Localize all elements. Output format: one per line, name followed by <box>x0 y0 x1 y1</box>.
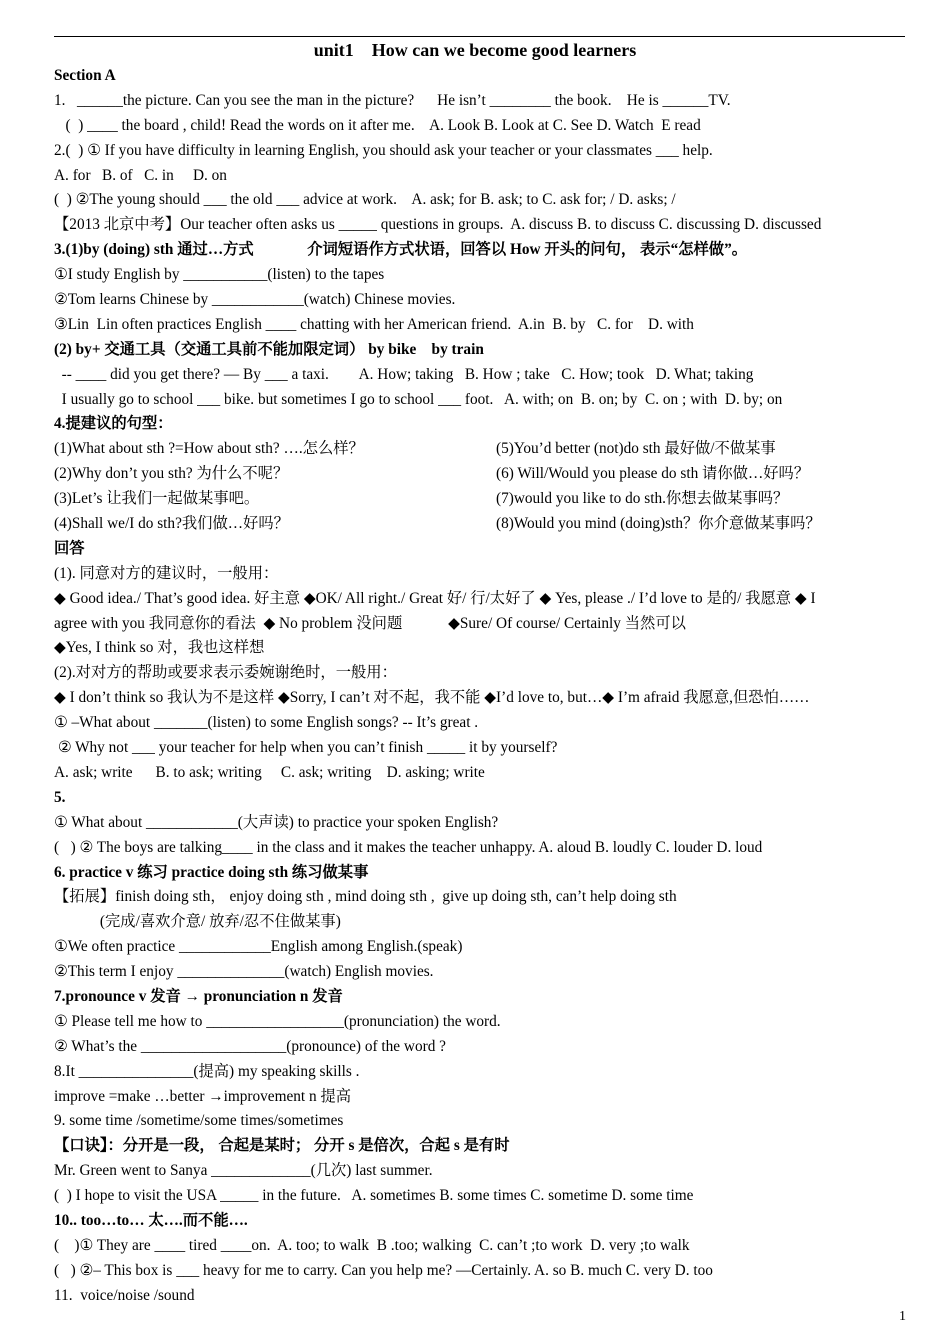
text-line: improve =make …better →improvement n 提高 <box>54 1087 352 1105</box>
text-line: 【口诀】：分开是一段， 合起是某时； 分开 s 是倍次，合起 s 是有时 <box>54 1137 510 1155</box>
text-line: Mr. Green went to Sanya _____________(几次) last summer. <box>54 1162 433 1180</box>
text-line: ③Lin Lin often practices English ____ chatting with her American friend. A.in B. by C. for D. with <box>54 315 694 333</box>
text-line: 【2013 北京中考】Our teacher often asks us _____ questions in groups. A. discuss B. to discuss C. discussing D. discussed <box>54 216 822 234</box>
text-line: ① What about ____________(大声读) to practice your spoken English? <box>54 813 499 831</box>
text-line: 2.( ) ① If you have difficulty in learning English, you should ask your teacher or your classmates ___ help. <box>54 141 713 159</box>
text-line: agree with you 我同意你的看法 ◆ No problem 没问题 ◆Sure/ Of course/ Certainly 当然可以 <box>54 614 686 632</box>
text-line: A. ask; write B. to ask; writing C. ask; writing D. asking; write <box>54 763 485 781</box>
suggestion-right: (5)You’d better (not)do sth 最好做/不做某事 <box>496 440 776 458</box>
text-line: 6. practice v 练习 practice doing sth 练习做某事 <box>54 863 369 881</box>
text-line: 【拓展】finish doing sth， enjoy doing sth , mind doing sth , give up doing sth, can’t help doing sth <box>54 888 677 906</box>
text-line: ◆ Good idea./ That’s good idea. 好主意 ◆OK/ All right./ Great 好/ 行/太好了 ◆ Yes, please ./ I’d love to 是的/ 我愿意 ◆ I <box>54 589 816 607</box>
text-line: ① –What about _______(listen) to some English songs? -- It’s great . <box>54 714 479 732</box>
text-line: 10.. too…to… 太….而不能…. <box>54 1211 248 1229</box>
suggestion-left: (2)Why don’t you sth? 为什么不呢？ <box>54 465 289 483</box>
suggestion-right: (7)would you like to do sth.你想去做某事吗？ <box>496 490 789 508</box>
text-line: (2).对对方的帮助或要求表示委婉谢绝时，一般用： <box>54 664 397 682</box>
text-line <box>54 437 909 462</box>
text-line: 3.(1)by (doing) sth 通过…方式 介词短语作方式状语，回答以 How 开头的问句， 表示“怎样做”。 <box>54 241 748 259</box>
text-line: ( ) ② The boys are talking____ in the class and it makes the teacher unhappy. A. aloud B. loudly C. louder D. loud <box>54 838 763 856</box>
text-line: ( ) ____ the board , child! Read the words on it after me. A. Look B. Look at C. See D. Watch E read <box>54 116 701 134</box>
text-line: ②Tom learns Chinese by ____________(watch) Chinese movies. <box>54 291 456 309</box>
text-line: ( )① They are ____ tired ____on. A. too; to walk B .too; walking C. can’t ;to work D. very ;to walk <box>54 1236 690 1254</box>
header-rule <box>54 36 905 37</box>
text-line: ② Why not ___ your teacher for help when you can’t finish _____ it by yourself? <box>54 739 558 757</box>
suggestion-left: (4)Shall we/I do sth?我们做…好吗？ <box>54 515 289 533</box>
text-line: ①I study English by ___________(listen) to the tapes <box>54 266 385 284</box>
text-line: 4.提建议的句型： <box>54 415 173 433</box>
text-line: ◆Yes, I think so 对，我也这样想 <box>54 639 265 657</box>
text-line: 9. some time /sometime/some times/sometimes <box>54 1112 344 1130</box>
text-line: (完成/喜欢介意/ 放弃/忍不住做某事) <box>54 913 341 931</box>
text-line <box>54 462 909 487</box>
text-line: 11. voice/noise /sound <box>54 1286 195 1304</box>
text-line: ( ) ②The young should ___ the old ___ advice at work. A. ask; for B. ask; to C. ask for; / D. asks; / <box>54 191 676 209</box>
text-line: ② What’s the ___________________(pronounce) of the word ? <box>54 1037 446 1055</box>
text-line: A. for B. of C. in D. on <box>54 166 227 184</box>
text-line: Section A <box>54 67 116 84</box>
text-line: ◆ I don’t think so 我认为不是这样 ◆Sorry, I can’t 对不起，我不能 ◆I’d love to, but…◆ I’m afraid 我愿意,但恐怕…… <box>54 689 810 707</box>
text-line <box>54 512 909 537</box>
page-title: unit1 How can we become good learners <box>313 40 637 60</box>
text-line: 7.pronounce v 发音 → pronunciation n 发音 <box>54 987 343 1005</box>
text-line: 5. <box>54 788 66 806</box>
text-line: (2) by+ 交通工具（交通工具前不能加限定词） by bike by train <box>54 340 484 358</box>
document-body <box>54 64 909 1309</box>
suggestion-left: (3)Let’s 让我们一起做某事吧。 <box>54 490 260 508</box>
suggestion-right: (6) Will/Would you please do sth 请你做…好吗？ <box>496 465 810 483</box>
suggestion-right: (8)Would you mind (doing)sth？你介意做某事吗？ <box>496 515 821 533</box>
text-line: -- ____ did you get there? — By ___ a taxi. A. How; taking B. How ; take C. How; took D. What; taking <box>54 365 754 383</box>
text-line: ①We often practice ____________English among English.(speak) <box>54 938 463 956</box>
text-line: (1). 同意对方的建议时，一般用： <box>54 564 279 582</box>
text-line: 1. ______the picture. Can you see the man in the picture? He isn’t ________ the book. He is ______TV. <box>54 91 731 109</box>
text-line: I usually go to school ___ bike. but sometimes I go to school ___ foot. A. with; on B. on; by C. on ; with D. by; on <box>54 390 783 408</box>
text-line: 回答 <box>54 539 85 557</box>
text-line: 8.It _______________(提高) my speaking skills . <box>54 1062 360 1080</box>
text-line: ②This term I enjoy ______________(watch) English movies. <box>54 963 434 981</box>
suggestion-left: (1)What about sth ?=How about sth? ….怎么样？ <box>54 440 364 458</box>
text-line: ( ) ②– This box is ___ heavy for me to carry. Can you help me? —Certainly. A. so B. much C. very D. too <box>54 1261 713 1279</box>
page-number: 1 <box>899 1309 906 1324</box>
text-line: ( ) I hope to visit the USA _____ in the future. A. sometimes B. some times C. sometime D. some time <box>54 1187 694 1205</box>
text-line <box>54 487 909 512</box>
text-line: ① Please tell me how to __________________(pronunciation) the word. <box>54 1012 501 1030</box>
